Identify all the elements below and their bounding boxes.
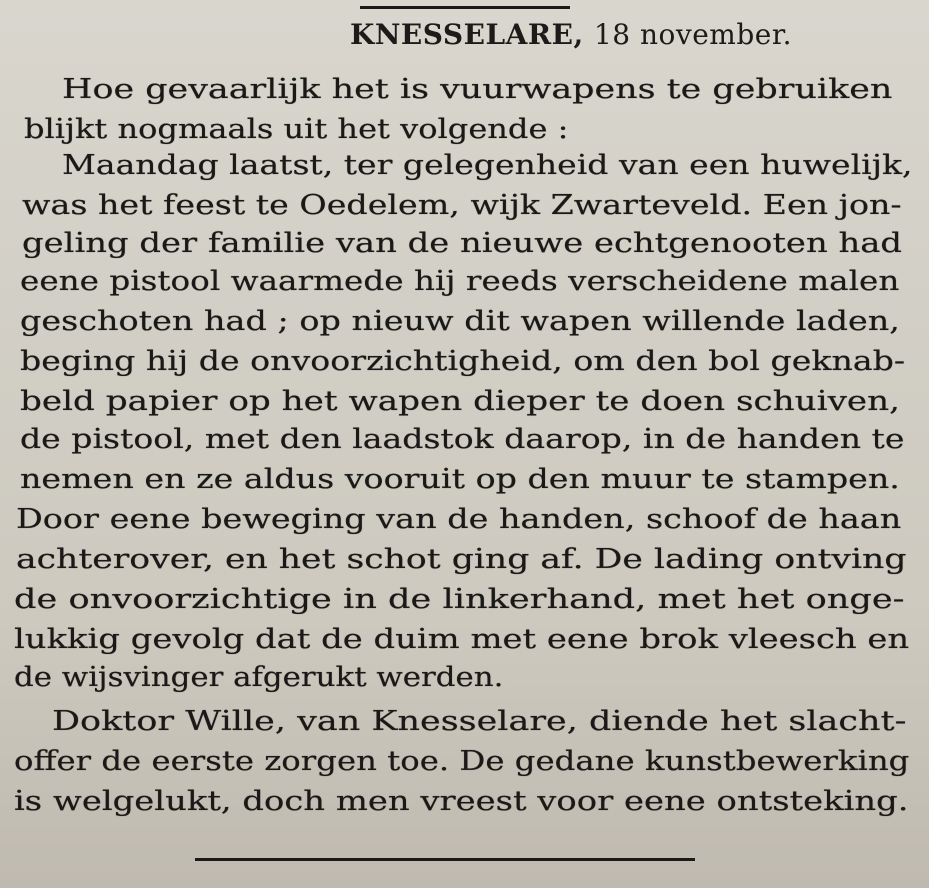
article-line: Door eene beweging van de handen, schoof de haan	[16, 504, 902, 535]
article-line: offer de eerste zorgen toe. De gedane kunstbewerking	[14, 746, 910, 777]
bottom-divider-rule	[195, 858, 695, 861]
article-line: is welgelukt, doch men vreest voor eene ontsteking.	[14, 786, 909, 817]
article-line: Doktor Wille, van Knesselare, diende het slacht-	[52, 706, 907, 737]
dateline-date: 18 november.	[593, 18, 793, 51]
article-line: beld papier op het wapen dieper te doen schuiven,	[20, 386, 901, 417]
dateline	[350, 18, 792, 51]
dateline-place: KNESSELARE,	[350, 18, 584, 51]
article-line: blijkt nogmaals uit het volgende :	[24, 114, 569, 145]
article-line: eene pistool waarmede hij reeds verscheidene malen	[20, 266, 900, 297]
article-line: de onvoorzichtige in de linkerhand, met het onge-	[14, 584, 905, 615]
article-line: Hoe gevaarlijk het is vuurwapens te gebruiken	[62, 74, 893, 105]
article-line: geling der familie van de nieuwe echtgenooten had	[22, 228, 903, 259]
article-line: lukkig gevolg dat de duim met eene brok vleesch en	[14, 624, 910, 655]
article-line: Maandag laatst, ter gelegenheid van een huwelijk,	[62, 150, 913, 181]
article-line: geschoten had ; op nieuw dit wapen willende laden,	[20, 306, 900, 337]
article-line: nemen en ze aldus vooruit op den muur te stampen.	[20, 464, 900, 495]
article-line: de wijsvinger afgerukt werden.	[14, 662, 504, 693]
article-line: beging hij de onvoorzichtigheid, om den bol geknab-	[20, 346, 906, 377]
article-line: was het feest te Oedelem, wijk Zwarteveld. Een jon-	[22, 190, 902, 221]
article-line: de pistool, met den laadstok daarop, in de handen te	[20, 424, 905, 455]
article-line: achterover, en het schot ging af. De lading ontving	[16, 544, 907, 575]
top-divider-rule	[360, 6, 570, 9]
